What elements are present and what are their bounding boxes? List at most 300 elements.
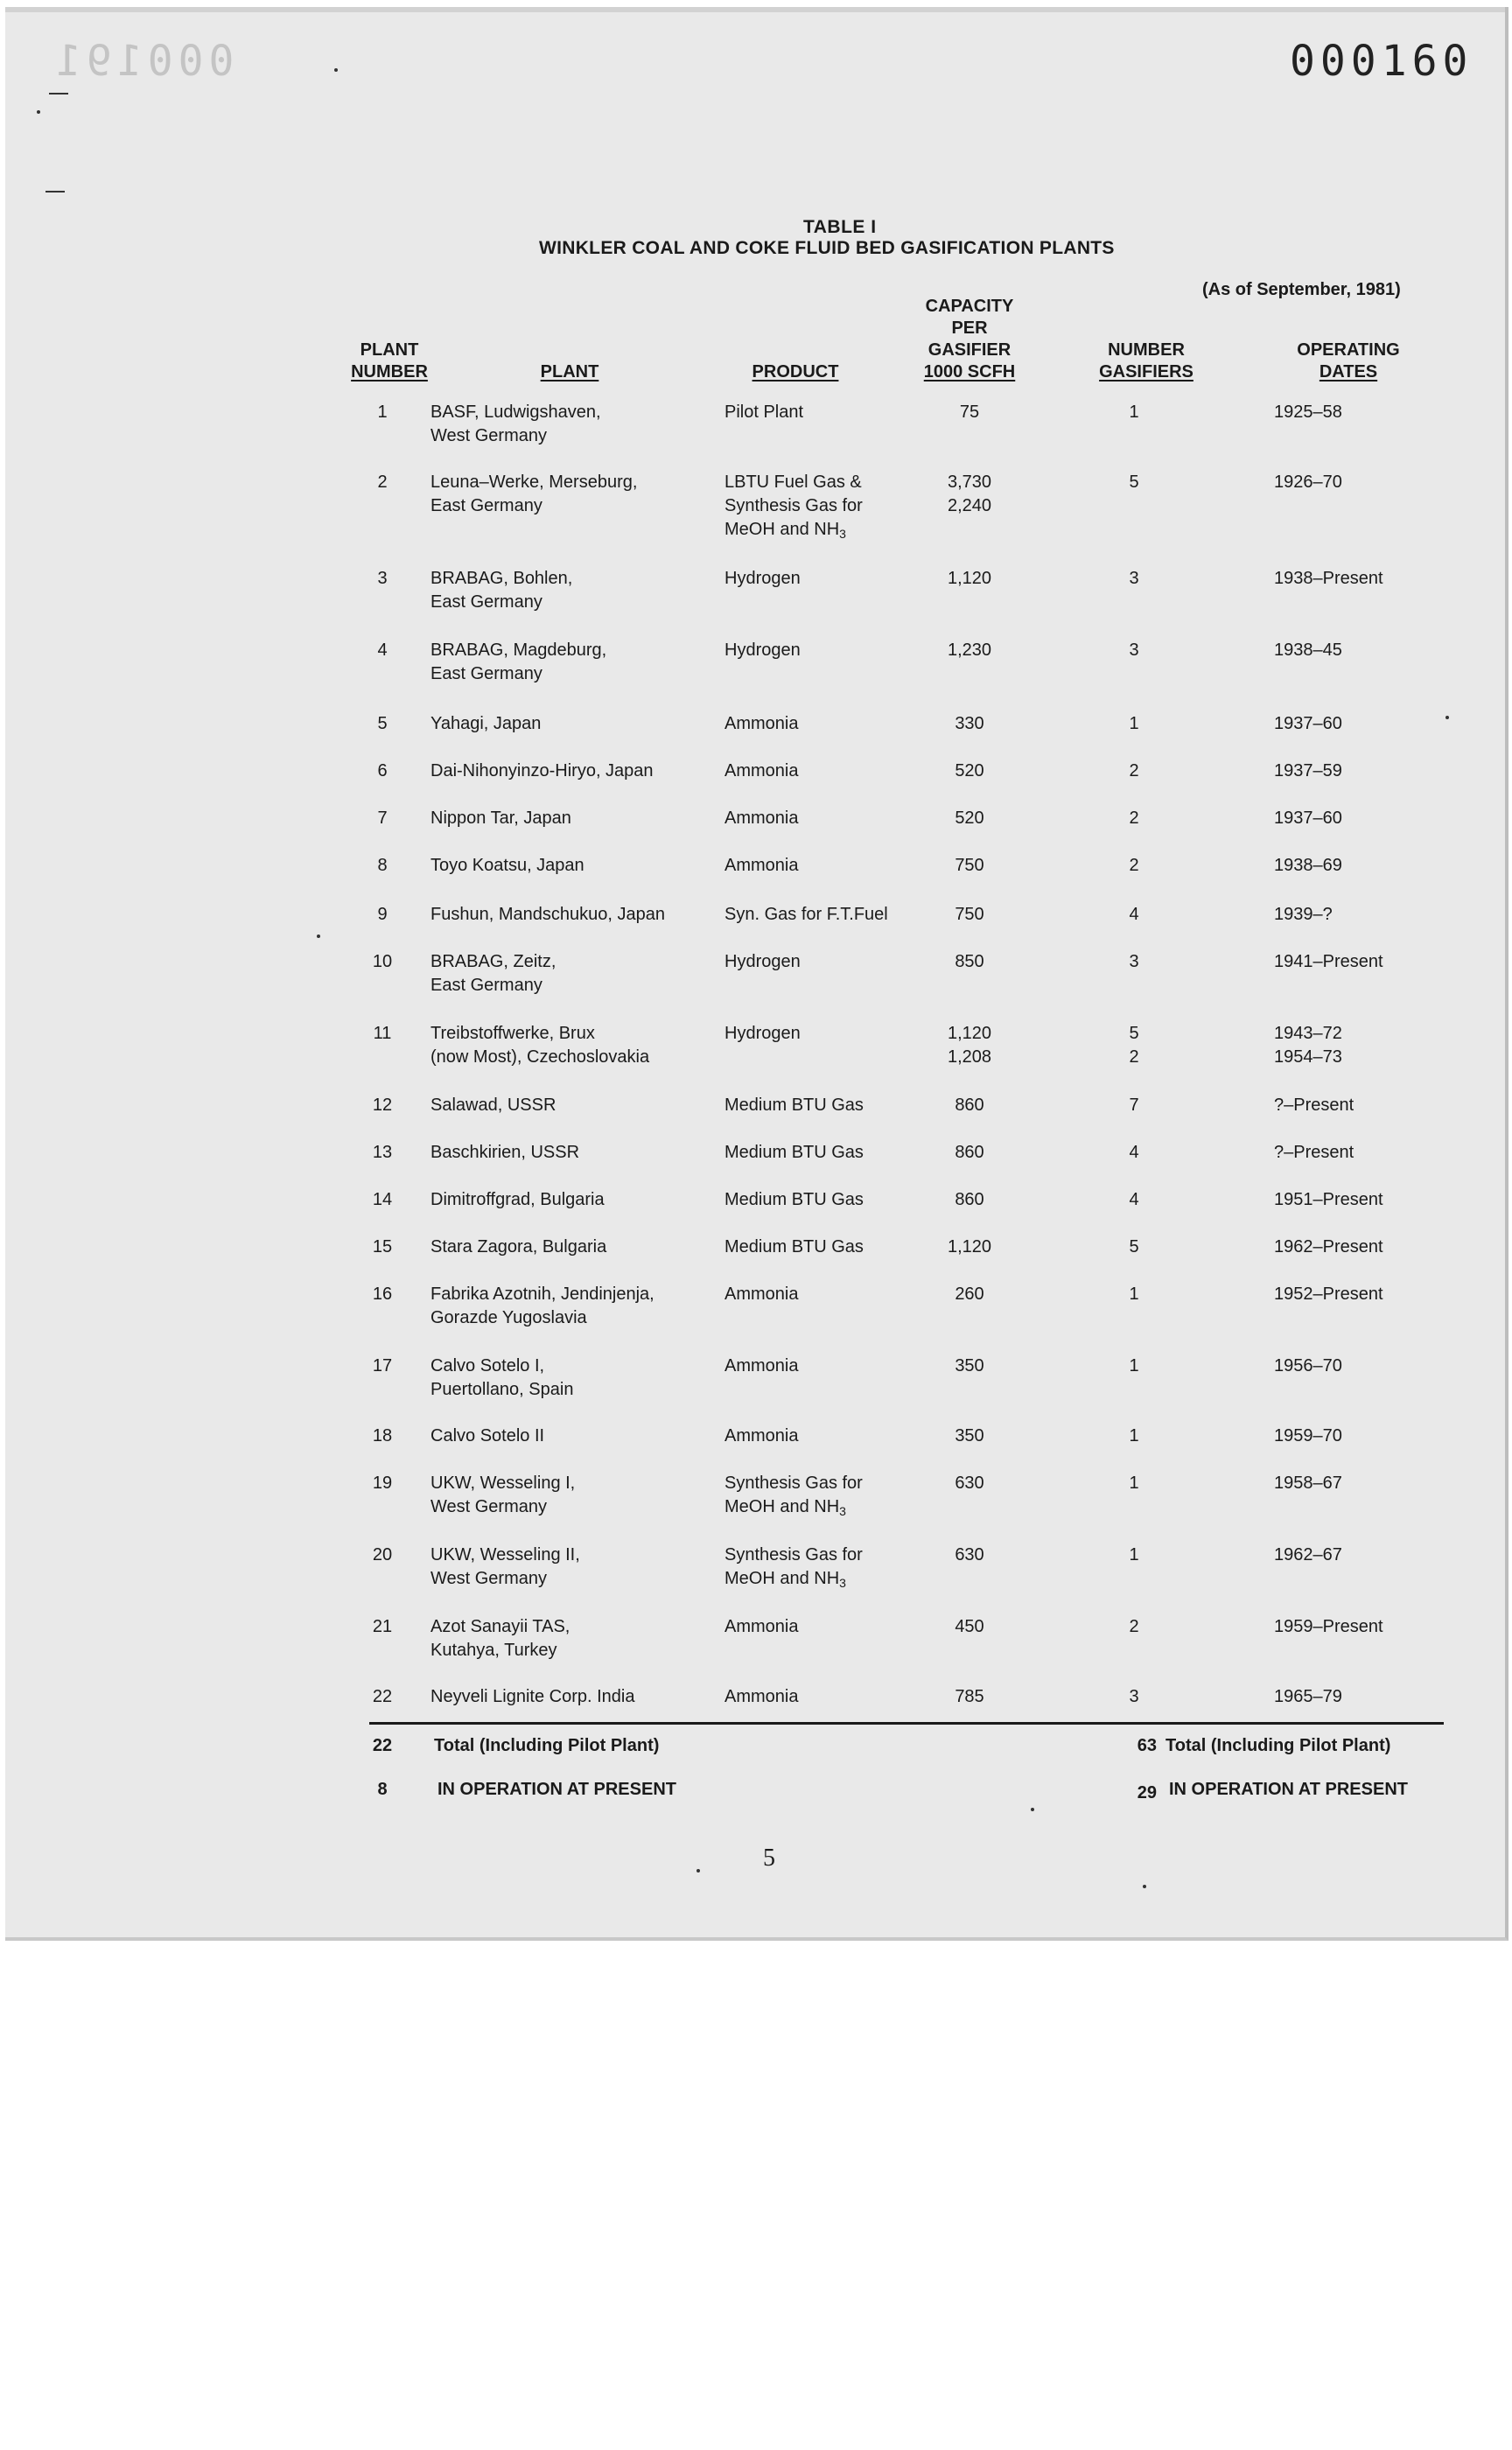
plant-name-line: BRABAG, Zeitz, — [430, 952, 556, 971]
capacity — [926, 1141, 1013, 1165]
plant-name-line: Fushun, Mandschukuo, Japan — [430, 905, 665, 924]
capacity — [926, 1283, 1013, 1306]
document-page — [5, 7, 1508, 1941]
plant-name — [430, 854, 728, 878]
product-line: Ammonia — [724, 1426, 799, 1446]
dates-value: 1958–67 — [1274, 1474, 1342, 1493]
capacity-value: 750 — [955, 905, 984, 924]
operating-gasifiers-count: 29 — [1137, 1783, 1157, 1802]
operating-dates — [1274, 567, 1466, 591]
plant-number: 8 — [377, 856, 388, 875]
speck — [37, 110, 40, 114]
document-number: 000160 — [1290, 37, 1474, 86]
capacity — [926, 1236, 1013, 1259]
plant-name-line: UKW, Wesseling I, — [430, 1474, 576, 1493]
gasifiers-value: 1 — [1129, 402, 1139, 422]
product-line: Ammonia — [724, 714, 799, 733]
plant-number: 12 — [372, 1096, 393, 1115]
plant-name-line: Puertollano, Spain — [430, 1380, 574, 1399]
plant-number: 13 — [372, 1143, 393, 1162]
product-line: Medium BTU Gas — [724, 1237, 864, 1256]
capacity-value: 75 — [959, 402, 980, 422]
plant-name — [430, 1022, 728, 1069]
capacity-value: 350 — [955, 1356, 984, 1376]
dates-value: 1956–70 — [1274, 1356, 1342, 1376]
plant-name — [430, 1188, 728, 1212]
product-line: Synthesis Gas for — [724, 1545, 863, 1564]
capacity-value: 1,120 — [947, 569, 992, 588]
dates-value: 1943–72 — [1274, 1024, 1342, 1043]
plant-number: 3 — [377, 569, 388, 588]
operating-dates — [1274, 471, 1466, 494]
plant-name-line: West Germany — [430, 1569, 547, 1588]
plant-name-line: BRABAG, Bohlen, — [430, 569, 573, 588]
margin-mark — [49, 93, 68, 94]
capacity-value: 1,208 — [947, 1047, 992, 1067]
capacity — [926, 950, 1013, 974]
product-line — [724, 1495, 917, 1519]
plant-number: 19 — [372, 1474, 393, 1493]
operating-dates — [1274, 1094, 1466, 1117]
dates-value: 1959–Present — [1274, 1617, 1383, 1636]
product — [724, 760, 917, 783]
dates-value: 1938–45 — [1274, 640, 1342, 660]
plant-name — [430, 401, 728, 448]
product — [724, 807, 917, 830]
capacity-value: 1,120 — [947, 1237, 992, 1256]
speck — [1446, 716, 1449, 719]
gasifiers-value: 1 — [1129, 1356, 1139, 1376]
operating-dates — [1274, 639, 1466, 662]
operating-dates — [1274, 950, 1466, 974]
top-edge — [5, 7, 1505, 12]
dates-value: 1937–60 — [1274, 714, 1342, 733]
gasifiers-value: 2 — [1129, 1047, 1139, 1067]
plant-name-line: Yahagi, Japan — [430, 714, 542, 733]
product — [724, 1141, 917, 1165]
operating-plants-label: IN OPERATION AT PRESENT — [438, 1780, 676, 1799]
capacity-value: 330 — [955, 714, 984, 733]
number-gasifiers — [1110, 1188, 1158, 1212]
number-gasifiers — [1110, 760, 1158, 783]
subscript: 3 — [839, 1504, 846, 1518]
plant-name-line: East Germany — [430, 592, 542, 612]
capacity-value: 350 — [955, 1426, 984, 1446]
capacity — [926, 903, 1013, 927]
operating-dates — [1274, 903, 1466, 927]
number-gasifiers — [1110, 1685, 1158, 1709]
plant-name-line: Dimitroffgrad, Bulgaria — [430, 1190, 605, 1209]
capacity-value: 630 — [955, 1474, 984, 1493]
product-line: Ammonia — [724, 1356, 799, 1376]
number-gasifiers — [1110, 567, 1158, 591]
plant-number: 14 — [372, 1190, 393, 1209]
operating-dates — [1274, 1424, 1466, 1448]
number-gasifiers — [1110, 1022, 1158, 1069]
dates-value: ?–Present — [1274, 1143, 1354, 1162]
product-line: Ammonia — [724, 808, 799, 828]
gasifiers-value: 1 — [1129, 1474, 1139, 1493]
gasifiers-value: 3 — [1129, 569, 1139, 588]
dates-value: 1962–Present — [1274, 1237, 1383, 1256]
number-gasifiers — [1110, 807, 1158, 830]
table-label: TABLE I — [803, 217, 877, 237]
product — [724, 567, 917, 591]
dates-value: 1938–Present — [1274, 569, 1383, 588]
plant-name-line: UKW, Wesseling II, — [430, 1545, 580, 1564]
plant-name-line: Stara Zagora, Bulgaria — [430, 1237, 607, 1256]
number-gasifiers — [1110, 712, 1158, 736]
capacity — [926, 401, 1013, 424]
plant-name — [430, 1094, 728, 1117]
speck — [696, 1869, 700, 1872]
plant-number: 21 — [372, 1617, 393, 1636]
operating-dates — [1274, 1022, 1466, 1069]
capacity-value: 520 — [955, 808, 984, 828]
dates-value: 1954–73 — [1274, 1047, 1342, 1067]
gasifiers-value: 4 — [1129, 1143, 1139, 1162]
capacity — [926, 1424, 1013, 1448]
product-line: Hydrogen — [724, 952, 801, 971]
product-line: Pilot Plant — [724, 402, 804, 422]
capacity-value: 860 — [955, 1143, 984, 1162]
page-number: 5 — [763, 1844, 775, 1872]
product — [724, 712, 917, 736]
product-line: Hydrogen — [724, 569, 801, 588]
product — [724, 639, 917, 662]
capacity-value: 1,230 — [947, 640, 992, 660]
capacity-value: 785 — [955, 1687, 984, 1706]
product — [724, 1236, 917, 1259]
number-gasifiers — [1110, 1236, 1158, 1259]
number-gasifiers — [1110, 1472, 1158, 1495]
plant-number: 22 — [372, 1687, 393, 1706]
product — [724, 903, 917, 927]
number-gasifiers — [1110, 854, 1158, 878]
document-number-bleed-through: 000191 — [51, 37, 234, 86]
plant-name-line: Leuna–Werke, Merseburg, — [430, 472, 638, 492]
product-line: Ammonia — [724, 856, 799, 875]
plant-name — [430, 950, 728, 998]
capacity — [926, 807, 1013, 830]
plant-name-line: Toyo Koatsu, Japan — [430, 856, 584, 875]
dates-value: ?–Present — [1274, 1096, 1354, 1115]
capacity-value: 750 — [955, 856, 984, 875]
plant-name — [430, 567, 728, 614]
plant-name-line: East Germany — [430, 664, 542, 683]
subscript: 3 — [839, 527, 846, 541]
gasifiers-value: 2 — [1129, 856, 1139, 875]
total-gasifiers-label: Total (Including Pilot Plant) — [1166, 1736, 1391, 1755]
operating-dates — [1274, 712, 1466, 736]
gasifiers-value: 3 — [1129, 640, 1139, 660]
operating-dates — [1274, 1615, 1466, 1639]
capacity — [926, 1094, 1013, 1117]
product — [724, 1472, 917, 1519]
number-gasifiers — [1110, 1354, 1158, 1378]
plant-number: 7 — [377, 808, 388, 828]
product — [724, 1615, 917, 1639]
number-gasifiers — [1110, 639, 1158, 662]
total-plants-label: Total (Including Pilot Plant) — [434, 1736, 660, 1755]
speck — [1143, 1885, 1146, 1888]
capacity-value: 860 — [955, 1190, 984, 1209]
plant-name-line: Calvo Sotelo II — [430, 1426, 545, 1446]
plant-name-line: West Germany — [430, 1497, 547, 1516]
dates-value: 1939–? — [1274, 905, 1333, 924]
product — [724, 1424, 917, 1448]
product — [724, 1685, 917, 1709]
gasifiers-value: 7 — [1129, 1096, 1139, 1115]
product-line — [724, 1567, 917, 1591]
dates-value: 1941–Present — [1274, 952, 1383, 971]
plant-name-line: (now Most), Czechoslovakia — [430, 1047, 650, 1067]
margin-mark — [46, 191, 65, 192]
capacity-value: 260 — [955, 1284, 984, 1304]
product-line — [724, 518, 917, 542]
operating-dates — [1274, 1236, 1466, 1259]
plant-name — [430, 1141, 728, 1165]
capacity — [926, 1472, 1013, 1495]
header-product: PRODUCT — [752, 362, 839, 382]
plant-number: 10 — [372, 952, 393, 971]
capacity — [926, 639, 1013, 662]
header-plant: PLANT — [540, 362, 599, 382]
product-text: MeOH and NH — [724, 520, 840, 539]
plant-name-line: Treibstoffwerke, Brux — [430, 1024, 595, 1043]
product-line: Syn. Gas for F.T.Fuel — [724, 905, 888, 924]
plant-name — [430, 1544, 728, 1591]
plant-name — [430, 760, 728, 783]
product — [724, 1022, 917, 1046]
plant-name — [430, 1615, 728, 1662]
plant-name — [430, 1283, 728, 1330]
plant-name-line: BRABAG, Magdeburg, — [430, 640, 607, 660]
product-line: Ammonia — [724, 1687, 799, 1706]
plant-name-line: Gorazde Yugoslavia — [430, 1308, 587, 1327]
dates-value: 1925–58 — [1274, 402, 1342, 422]
product-line: Ammonia — [724, 761, 799, 780]
plant-number: 4 — [377, 640, 388, 660]
capacity — [926, 760, 1013, 783]
plant-name — [430, 1685, 728, 1709]
number-gasifiers — [1110, 950, 1158, 974]
gasifiers-value: 5 — [1129, 472, 1139, 492]
plant-number: 9 — [377, 905, 388, 924]
product-text: MeOH and NH — [724, 1497, 840, 1516]
plant-number: 15 — [372, 1237, 393, 1256]
gasifiers-value: 5 — [1129, 1237, 1139, 1256]
dates-value: 1938–69 — [1274, 856, 1342, 875]
total-plants-count: 22 — [372, 1736, 393, 1755]
plant-number: 2 — [377, 472, 388, 492]
number-gasifiers — [1110, 1544, 1158, 1567]
plant-name-line: Salawad, USSR — [430, 1096, 556, 1115]
header-operating-dates: OPERATING DATES — [1297, 340, 1400, 382]
plant-name-line: Neyveli Lignite Corp. India — [430, 1687, 635, 1706]
gasifiers-value: 1 — [1129, 1284, 1139, 1304]
number-gasifiers — [1110, 1424, 1158, 1448]
product — [724, 1354, 917, 1378]
plant-name — [430, 903, 728, 927]
operating-dates — [1274, 1544, 1466, 1567]
capacity — [926, 1615, 1013, 1639]
gasifiers-value: 1 — [1129, 1426, 1139, 1446]
number-gasifiers — [1110, 471, 1158, 494]
capacity — [926, 567, 1013, 591]
plant-name-line: Dai-Nihonyinzo-Hiryo, Japan — [430, 761, 654, 780]
capacity-value: 860 — [955, 1096, 984, 1115]
product-text: Synthesis Gas for — [724, 496, 863, 515]
table-title: WINKLER COAL AND COKE FLUID BED GASIFICATION PLANTS — [539, 238, 1115, 258]
capacity — [926, 854, 1013, 878]
plant-name-line: Azot Sanayii TAS, — [430, 1617, 570, 1636]
product-line: Synthesis Gas for — [724, 1474, 863, 1493]
plant-name-line: Nippon Tar, Japan — [430, 808, 571, 828]
product-line: Medium BTU Gas — [724, 1143, 864, 1162]
product-text: MeOH and NH — [724, 1569, 840, 1588]
capacity — [926, 1544, 1013, 1567]
number-gasifiers — [1110, 401, 1158, 424]
plant-number: 18 — [372, 1426, 393, 1446]
gasifiers-value: 3 — [1129, 1687, 1139, 1706]
header-number-gasifiers: NUMBER GASIFIERS — [1099, 340, 1194, 382]
speck — [334, 68, 338, 72]
plant-number: 11 — [373, 1024, 392, 1043]
product — [724, 1094, 917, 1117]
plant-name-line: Fabrika Azotnih, Jendinjenja, — [430, 1284, 654, 1304]
plant-name-line: Kutahya, Turkey — [430, 1641, 557, 1660]
number-gasifiers — [1110, 1615, 1158, 1639]
plant-number: 17 — [372, 1356, 393, 1376]
number-gasifiers — [1110, 1283, 1158, 1306]
plant-name — [430, 807, 728, 830]
operating-dates — [1274, 401, 1466, 424]
capacity — [926, 471, 1013, 518]
product-line: Ammonia — [724, 1284, 799, 1304]
number-gasifiers — [1110, 903, 1158, 927]
capacity-value: 2,240 — [947, 496, 992, 515]
operating-dates — [1274, 1283, 1466, 1306]
gasifiers-value: 2 — [1129, 1617, 1139, 1636]
capacity-value: 3,730 — [947, 472, 992, 492]
capacity-value: 520 — [955, 761, 984, 780]
operating-dates — [1274, 1685, 1466, 1709]
plant-number: 6 — [377, 761, 388, 780]
plant-name — [430, 639, 728, 686]
gasifiers-value: 1 — [1129, 714, 1139, 733]
gasifiers-value: 1 — [1129, 1545, 1139, 1564]
operating-plants-count: 8 — [377, 1780, 388, 1799]
product — [724, 471, 917, 542]
plant-name-line: BASF, Ludwigshaven, — [430, 402, 601, 422]
operating-dates — [1274, 1141, 1466, 1165]
plant-name — [430, 712, 728, 736]
operating-dates — [1274, 1188, 1466, 1212]
speck — [317, 934, 320, 938]
plant-number: 5 — [377, 714, 388, 733]
capacity — [926, 1354, 1013, 1378]
capacity — [926, 712, 1013, 736]
operating-dates — [1274, 854, 1466, 878]
product-line — [724, 494, 917, 518]
product — [724, 950, 917, 974]
capacity-value: 630 — [955, 1545, 984, 1564]
dates-value: 1962–67 — [1274, 1545, 1342, 1564]
operating-dates — [1274, 1354, 1466, 1378]
product-line: Hydrogen — [724, 640, 801, 660]
operating-dates — [1274, 1472, 1466, 1495]
plant-name — [430, 1472, 728, 1519]
product-line: Medium BTU Gas — [724, 1096, 864, 1115]
speck — [1031, 1808, 1034, 1811]
product — [724, 854, 917, 878]
number-gasifiers — [1110, 1141, 1158, 1165]
plant-name — [430, 1424, 728, 1448]
number-gasifiers — [1110, 1094, 1158, 1117]
subscript: 3 — [839, 1576, 846, 1590]
plant-name — [430, 1236, 728, 1259]
header-plant-number: PLANT NUMBER — [351, 340, 428, 382]
gasifiers-value: 5 — [1129, 1024, 1139, 1043]
plant-number: 16 — [372, 1284, 393, 1304]
plant-number: 20 — [372, 1545, 393, 1564]
dates-value: 1951–Present — [1274, 1190, 1383, 1209]
product — [724, 401, 917, 424]
capacity — [926, 1022, 1013, 1069]
gasifiers-value: 2 — [1129, 761, 1139, 780]
capacity — [926, 1685, 1013, 1709]
plant-name-line: Calvo Sotelo I, — [430, 1356, 545, 1376]
plant-name-line: Baschkirien, USSR — [430, 1143, 580, 1162]
total-gasifiers-count: 63 — [1137, 1736, 1157, 1755]
gasifiers-value: 4 — [1129, 1190, 1139, 1209]
dates-value: 1937–59 — [1274, 761, 1342, 780]
dates-value: 1952–Present — [1274, 1284, 1383, 1304]
capacity-value: 1,120 — [947, 1024, 992, 1043]
dates-value: 1965–79 — [1274, 1687, 1342, 1706]
capacity-value: 450 — [955, 1617, 984, 1636]
plant-name — [430, 1354, 728, 1402]
gasifiers-value: 4 — [1129, 905, 1139, 924]
plant-name — [430, 471, 728, 518]
operating-gasifiers-label: IN OPERATION AT PRESENT — [1169, 1780, 1408, 1799]
product — [724, 1283, 917, 1306]
product-line: LBTU Fuel Gas & — [724, 472, 862, 492]
plant-name-line: East Germany — [430, 496, 542, 515]
totals-rule — [369, 1722, 1444, 1725]
capacity — [926, 1188, 1013, 1212]
product-line: Ammonia — [724, 1617, 799, 1636]
plant-name-line: East Germany — [430, 976, 542, 995]
as-of-date: (As of September, 1981) — [1202, 280, 1401, 299]
header-capacity: CAPACITY PER GASIFIER 1000 SCFH — [923, 297, 1016, 382]
product-line: Medium BTU Gas — [724, 1190, 864, 1209]
operating-dates — [1274, 760, 1466, 783]
dates-value: 1959–70 — [1274, 1426, 1342, 1446]
capacity-value: 850 — [955, 952, 984, 971]
gasifiers-value: 2 — [1129, 808, 1139, 828]
operating-dates — [1274, 807, 1466, 830]
gasifiers-value: 3 — [1129, 952, 1139, 971]
plant-name-line: West Germany — [430, 426, 547, 445]
product — [724, 1188, 917, 1212]
dates-value: 1926–70 — [1274, 472, 1342, 492]
product-line: Hydrogen — [724, 1024, 801, 1043]
dates-value: 1937–60 — [1274, 808, 1342, 828]
plant-number: 1 — [377, 402, 388, 422]
product — [724, 1544, 917, 1591]
